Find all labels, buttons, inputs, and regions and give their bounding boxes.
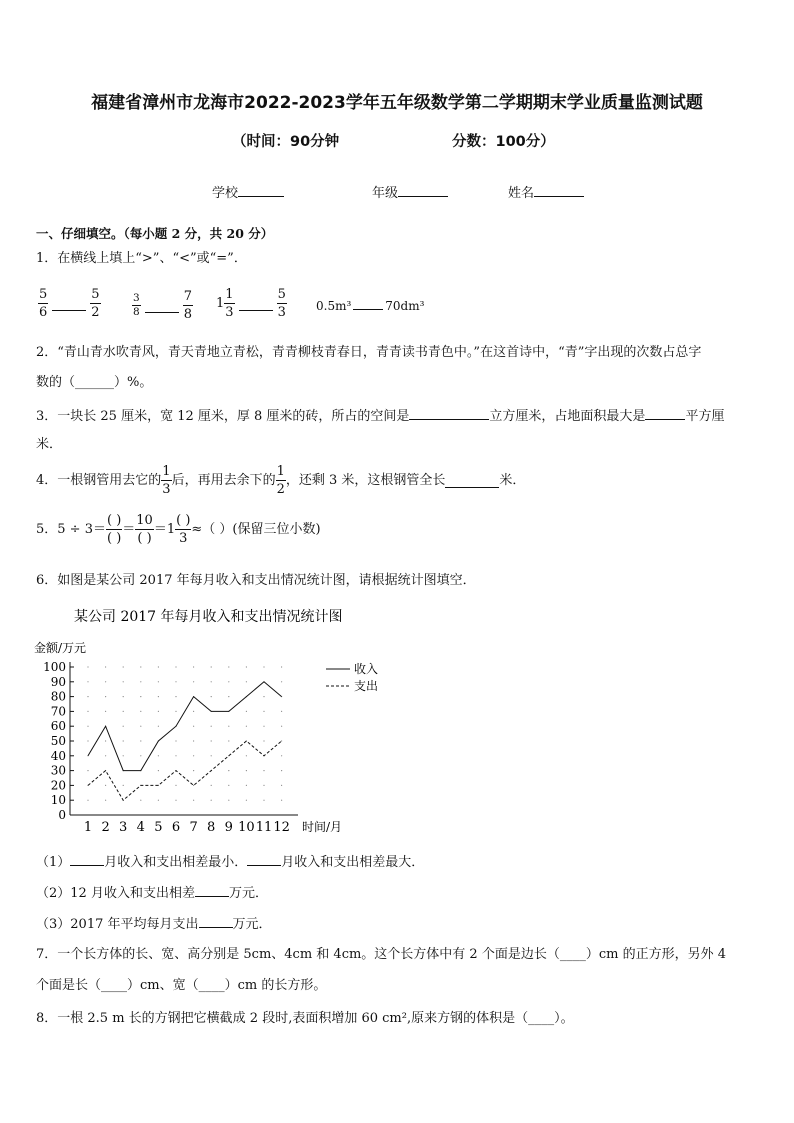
grid-dot [158, 696, 159, 697]
x-tick-label: 1 [83, 820, 93, 835]
grid-dot [87, 770, 88, 771]
series-line-income [88, 682, 282, 771]
grid-dot [158, 755, 159, 756]
x-tick-label: 11 [255, 820, 273, 835]
y-axis-label: 金额/万元 [34, 641, 87, 655]
grid-dot [281, 711, 282, 712]
y-tick-label: 10 [50, 793, 66, 808]
grid-dot [105, 681, 106, 682]
grid-dot [140, 726, 141, 727]
series-line-expense [88, 741, 282, 800]
grid-dot [281, 726, 282, 727]
grid-dot [158, 666, 159, 667]
grid-dot [193, 755, 194, 756]
grid-dot [246, 800, 247, 801]
legend-expense: 支出 [354, 679, 379, 693]
y-tick-label: 40 [50, 748, 66, 763]
grid-dot [123, 711, 124, 712]
q6-sub3: （3）2017 年平均每月支出 万元． [36, 914, 272, 934]
grid-dot [87, 696, 88, 697]
grid-dot [140, 696, 141, 697]
grid-dot [228, 740, 229, 741]
grid-dot [193, 800, 194, 801]
x-tick-label: 10 [238, 820, 255, 835]
grid-dot [87, 740, 88, 741]
grid-dot [140, 800, 141, 801]
grid-dot [281, 755, 282, 756]
q1-compare-4: 0.5m³ 70dm³ [316, 296, 424, 313]
q1-compare-2: $\frac{3}{8}$ $\frac{7}{8}$ [133, 289, 192, 322]
y-tick-label: 50 [50, 734, 66, 748]
x-tick-label: 9 [224, 820, 233, 835]
grade-field: 年级 [372, 182, 448, 201]
y-tick-label: 80 [50, 689, 66, 704]
grid-dot [263, 666, 264, 667]
q1-compare-3: 1 $\frac{1}{3}$ $\frac{5}{3}$ [216, 287, 286, 320]
grid-dot [123, 755, 124, 756]
q5-text: 5．5 ÷ 3＝ $\frac{( )}{( )}$ ＝ $\frac{10}{( )}$ ＝1 $\frac{( )}{3}$ ≈（ ）(保留三位小数) [36, 513, 321, 546]
x-tick-label: 5 [154, 820, 163, 835]
grid-dot [175, 666, 176, 667]
grid-dot [140, 755, 141, 756]
grid-dot [263, 726, 264, 727]
grid-dot [211, 681, 212, 682]
grid-dot [175, 755, 176, 756]
grid-dot [281, 666, 282, 667]
school-field: 学校 [212, 182, 284, 201]
grid-dot [140, 740, 141, 741]
grid-dot [211, 800, 212, 801]
legend-income: 收入 [354, 662, 379, 676]
grid-dot [175, 681, 176, 682]
chart-legend [326, 661, 378, 693]
grid-dot [228, 785, 229, 786]
grid-dot [193, 770, 194, 771]
grid-dot [87, 726, 88, 727]
grid-dot [158, 681, 159, 682]
grid-dot [281, 770, 282, 771]
grid-dot [263, 711, 264, 712]
y-tick-label: 100 [43, 660, 66, 674]
grid-dot [105, 755, 106, 756]
x-tick-label: 3 [119, 820, 128, 835]
grid-dot [123, 726, 124, 727]
grid-dot [228, 681, 229, 682]
q1-compare-1: $\frac{5}{6}$ $\frac{5}{2}$ [39, 287, 100, 320]
grid-dot [193, 740, 194, 741]
grid-dot [158, 726, 159, 727]
grid-dot [281, 800, 282, 801]
grid-dot [140, 666, 141, 667]
x-tick-label: 4 [136, 820, 145, 835]
y-tick-label: 60 [50, 719, 66, 734]
grid-dot [228, 800, 229, 801]
grid-dot [123, 785, 124, 786]
grid-dot [211, 755, 212, 756]
x-tick-label: 7 [189, 820, 198, 835]
grid-dot [246, 681, 247, 682]
grid-dot [175, 800, 176, 801]
q6-text: 6．如图是某公司 2017 年每月收入和支出情况统计图，请根据统计图填空． [36, 573, 476, 588]
grid-dot [263, 785, 264, 786]
q3-line1: 3．一块长 25 厘米，宽 12 厘米，厚 8 厘米的砖，所占的空间是 立方厘米，占地面积最大是 平方厘 [36, 406, 724, 426]
grid-dot [123, 740, 124, 741]
grid-dot [140, 681, 141, 682]
grid-dot [158, 800, 159, 801]
grid-dot [228, 770, 229, 771]
grid-dot [246, 785, 247, 786]
x-tick-label: 12 [273, 820, 290, 835]
q1-text: 1．在横线上填上“>”、“<”或“=”． [36, 251, 247, 266]
grid-dot [211, 726, 212, 727]
grid-dot [158, 711, 159, 712]
grid-dot [228, 726, 229, 727]
y-tick-label: 30 [50, 763, 66, 778]
grid-dot [263, 770, 264, 771]
grid-dot [211, 740, 212, 741]
grid-dot [105, 785, 106, 786]
grid-dot [246, 666, 247, 667]
grid-dot [263, 740, 264, 741]
grid-dot [246, 711, 247, 712]
grid-dot [246, 770, 247, 771]
grid-dot [281, 681, 282, 682]
grid-dot [175, 711, 176, 712]
grid-dot [87, 681, 88, 682]
y-tick-label: 90 [50, 674, 66, 689]
section-heading: 一、仔细填空。（每小题 2 分，共 20 分） [36, 226, 274, 241]
grid-dot [193, 666, 194, 667]
y-tick-label: 70 [50, 704, 66, 719]
grid-dot [140, 711, 141, 712]
grid-dot [123, 696, 124, 697]
grid-dot [211, 785, 212, 786]
grid-dot [105, 711, 106, 712]
grid-dot [228, 696, 229, 697]
q6-sub2: （2）12 月收入和支出相差 万元． [36, 883, 268, 903]
grid-dot [246, 755, 247, 756]
grid-dot [228, 666, 229, 667]
q7-line1: 7．一个长方体的长、宽、高分别是 5cm、4cm 和 4cm。这个长方体中有 2 个面是边长（____）cm 的正方形，另外 4 [36, 947, 726, 962]
y-tick-label: 0 [58, 808, 66, 822]
grid-dot [105, 696, 106, 697]
exam-score: 分数：100分） [452, 134, 555, 150]
q4-text: 4．一根钢管用去它的 $\frac{1}{3}$ 后，再用去余下的 $\frac{1}{2}$ ，还剩 3 米，这根钢管全长 米． [36, 464, 526, 497]
grid-dot [175, 740, 176, 741]
grid-dot [211, 666, 212, 667]
x-tick-label: 2 [101, 820, 110, 835]
q3-line2: 米． [36, 437, 63, 452]
q6-sub1: （1） 月收入和支出相差最小． 月收入和支出相差最大． [36, 852, 424, 872]
grid-dot [193, 681, 194, 682]
q2-line1: 2．“青山青水吹青风，青天青地立青松，青青柳枝青春日，青青读书青色中。”在这首诗中，“青”字出现的次数占总字 [36, 345, 702, 360]
grid-dot [158, 770, 159, 771]
chart-title: 某公司 2017 年每月收入和支出情况统计图 [74, 609, 343, 625]
grid-dot [105, 800, 106, 801]
page-title: 福建省漳州市龙海市2022-2023学年五年级数学第二学期期末学业质量监测试题 [91, 93, 703, 113]
grid-dot [246, 726, 247, 727]
grid-dot [105, 666, 106, 667]
q8-text: 8．一根 2.5 m 长的方钢把它横截成 2 段时,表面积增加 60 cm²,原来方钢的体积是（____）。 [36, 1011, 574, 1026]
grid-dot [193, 711, 194, 712]
grid-dot [175, 696, 176, 697]
q2-line2: 数的（______）%。 [36, 375, 153, 390]
grid-dot [175, 785, 176, 786]
grid-dot [263, 696, 264, 697]
q7-line2: 个面是长（____）cm、宽（____）cm 的长方形。 [36, 978, 327, 993]
grid-dot [193, 726, 194, 727]
grid-dot [211, 696, 212, 697]
exam-time: （时间：90分钟 [232, 134, 340, 150]
y-tick-label: 20 [50, 778, 66, 793]
grid-dot [87, 800, 88, 801]
x-axis-label: 时间/月 [302, 820, 343, 834]
grid-dot [123, 681, 124, 682]
grid-dot [263, 800, 264, 801]
grid-dot [87, 711, 88, 712]
grid-dot [281, 785, 282, 786]
x-tick-label: 6 [171, 820, 181, 835]
name-field: 姓名 [508, 182, 584, 201]
income-expense-chart [28, 600, 408, 840]
x-tick-label: 8 [207, 820, 216, 835]
grid-dot [123, 666, 124, 667]
grid-dot [87, 666, 88, 667]
grid-dot [105, 740, 106, 741]
